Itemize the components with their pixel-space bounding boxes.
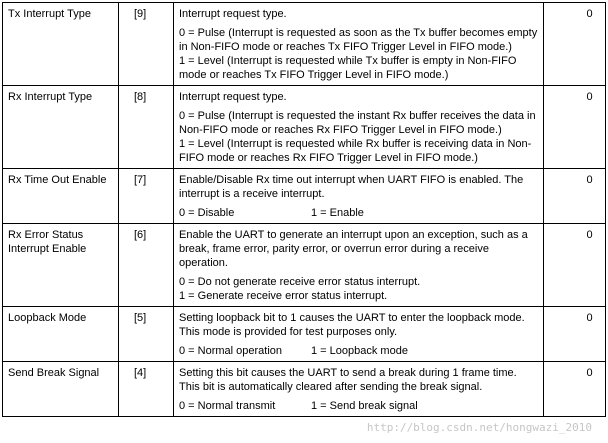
field-description <box>174 86 544 169</box>
table-row <box>3 86 606 169</box>
option-1: 1 = Loopback mode <box>311 345 408 357</box>
field-description <box>174 3 544 86</box>
table-row <box>3 3 606 86</box>
option-0: 0 = Normal operation <box>179 345 283 357</box>
bit-position: [9] <box>119 3 174 86</box>
field-description <box>174 224 544 307</box>
option-0: 0 = Normal transmit <box>179 400 276 412</box>
option-0: 0 = Pulse (Interrupt is requested the instant Rx buffer receives the data in Non-FIFO mode or reaches Rx FIFO Trigger Level in FIFO mode.) <box>179 110 536 136</box>
table-row <box>3 307 606 362</box>
bit-position: [8] <box>119 86 174 169</box>
table-row <box>3 224 606 307</box>
options-line <box>179 399 538 413</box>
reset-value: 0 <box>544 169 606 224</box>
description-title: Interrupt request type. <box>179 91 287 103</box>
bit-position: [7] <box>119 169 174 224</box>
field-description <box>174 169 544 224</box>
option-1: 1 = Level (Interrupt is requested while Rx buffer is receiving data in Non-FIFO mode or reaches Rx FIFO Trigger Level in FIFO mode.) <box>179 138 532 164</box>
watermark-text: http://blog.csdn.net/hongwazi_2010 <box>366 421 592 434</box>
option-0: 0 = Pulse (Interrupt is requested as soon as the Tx buffer becomes empty in Non-FIFO mode or reaches Tx FIFO Trigger Level in FIFO mode.) <box>179 27 538 53</box>
description-title: Interrupt request type. <box>179 8 287 20</box>
option-0: 0 = Do not generate receive error status interrupt. <box>179 276 421 288</box>
description-text: Enable/Disable Rx time out interrupt when UART FIFO is enabled. The interrupt is a receive interrupt. <box>179 174 524 200</box>
description-text: Setting this bit causes the UART to send a break during 1 frame time. This bit is automatically cleared after sending the break signal. <box>179 367 517 393</box>
reset-value: 0 <box>544 86 606 169</box>
reset-value: 0 <box>544 3 606 86</box>
field-name: Send Break Signal <box>3 362 119 417</box>
table-row <box>3 362 606 417</box>
bit-position: [6] <box>119 224 174 307</box>
field-name: Loopback Mode <box>3 307 119 362</box>
option-1: 1 = Generate receive error status interrupt. <box>179 290 388 302</box>
reset-value: 0 <box>544 362 606 417</box>
field-description <box>174 307 544 362</box>
options-line <box>179 344 538 358</box>
option-1: 1 = Send break signal <box>311 400 418 412</box>
reset-value: 0 <box>544 224 606 307</box>
option-1: 1 = Enable <box>311 207 364 219</box>
field-description <box>174 362 544 417</box>
description-text: Enable the UART to generate an interrupt upon an exception, such as a break, frame error, parity error, or overrun error during a receive operation. <box>179 229 528 269</box>
options-line <box>179 206 538 220</box>
option-1: 1 = Level (Interrupt is requested while Tx buffer is empty in Non-FIFO mode or reaches Tx FIFO Trigger Level in FIFO mode.) <box>179 55 517 81</box>
option-0: 0 = Disable <box>179 207 235 219</box>
table-row <box>3 169 606 224</box>
bit-position: [5] <box>119 307 174 362</box>
field-name: Rx Interrupt Type <box>3 86 119 169</box>
reset-value: 0 <box>544 307 606 362</box>
bit-position: [4] <box>119 362 174 417</box>
field-name: Rx Time Out Enable <box>3 169 119 224</box>
field-name: Tx Interrupt Type <box>3 3 119 86</box>
field-name: Rx Error Status Interrupt Enable <box>3 224 119 307</box>
register-bit-table <box>2 2 606 417</box>
description-text: Setting loopback bit to 1 causes the UART to enter the loopback mode. This mode is provided for test purposes only. <box>179 312 525 338</box>
